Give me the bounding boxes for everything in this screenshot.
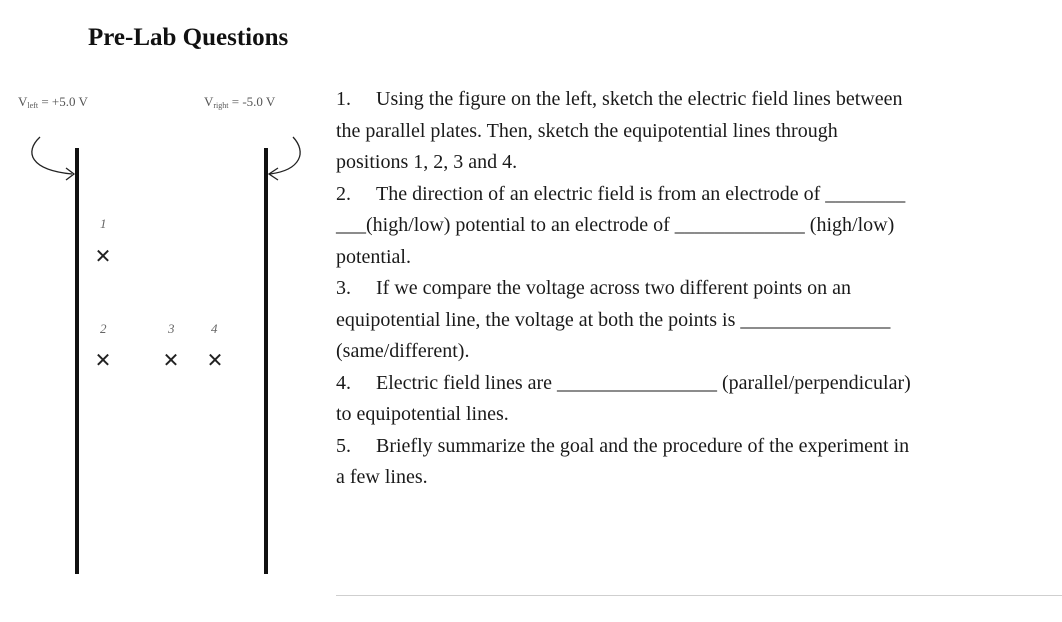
- question-1-number: 1.: [336, 88, 351, 110]
- plates-diagram: [0, 80, 330, 580]
- question-3-text: If we compare the voltage across two different points on an: [376, 277, 852, 299]
- question-4-number: 4.: [336, 371, 351, 394]
- question-1-line-2: the parallel plates. Then, sketch the equipotential lines through: [336, 119, 838, 142]
- point-label-1: 1: [100, 216, 107, 231]
- v-right-value: = -5.0 V: [228, 94, 276, 109]
- question-5-number: 5.: [336, 434, 351, 457]
- point-marker-1: ✕: [94, 244, 112, 268]
- right-arrow: [270, 137, 300, 174]
- question-2-line-3: potential.: [336, 245, 411, 268]
- question-5-line-1: [336, 431, 1026, 463]
- v-left-label: [18, 94, 88, 110]
- v-right-label: [204, 94, 275, 110]
- question-2-number: 2.: [336, 182, 351, 205]
- question-1-line-3: positions 1, 2, 3 and 4.: [336, 151, 518, 173]
- v-left-subscript: left: [27, 101, 39, 110]
- question-4: [336, 368, 1026, 431]
- question-2: [336, 179, 1026, 274]
- question-3-line-2: equipotential line, the voltage at both the points is _______________: [336, 308, 891, 331]
- point-marker-2: ✕: [94, 348, 112, 372]
- question-2-text: The direction of an electric field is from an electrode of ________: [376, 182, 906, 205]
- question-3: [336, 273, 1026, 368]
- divider: [336, 595, 1062, 596]
- question-4-text: Electric field lines are ________________ (parallel/perpendicular): [376, 371, 911, 394]
- question-5: [336, 431, 1026, 494]
- v-right-symbol: V: [204, 94, 214, 109]
- question-4-line-2: to equipotential lines.: [336, 403, 509, 425]
- question-2-line-1: [336, 179, 1026, 211]
- question-list: [336, 84, 1026, 494]
- point-marker-3: ✕: [162, 348, 180, 372]
- v-left-symbol: V: [18, 94, 28, 109]
- page-title: Pre-Lab Questions: [88, 24, 289, 51]
- question-3-line-1: [336, 273, 1026, 305]
- v-left-value: = +5.0 V: [38, 94, 88, 109]
- v-right-subscript: right: [213, 101, 229, 110]
- question-2-line-2: ___(high/low) potential to an electrode of _____________ (high/low): [336, 214, 895, 236]
- question-1-text: Using the figure on the left, sketch the electric field lines between: [376, 88, 903, 110]
- point-label-3: 3: [168, 321, 175, 336]
- question-4-line-1: [336, 368, 1026, 400]
- question-5-text: Briefly summarize the goal and the procedure of the experiment in: [376, 434, 910, 457]
- question-5-line-2: a few lines.: [336, 466, 428, 488]
- parallel-plates-figure: [0, 80, 330, 580]
- point-label-2: 2: [100, 321, 107, 336]
- point-marker-4: ✕: [206, 348, 224, 372]
- question-3-line-3: (same/different).: [336, 340, 470, 362]
- question-1: [336, 84, 1026, 179]
- question-3-number: 3.: [336, 277, 351, 299]
- point-label-4: 4: [211, 321, 218, 336]
- question-1-line-1: [336, 84, 1026, 116]
